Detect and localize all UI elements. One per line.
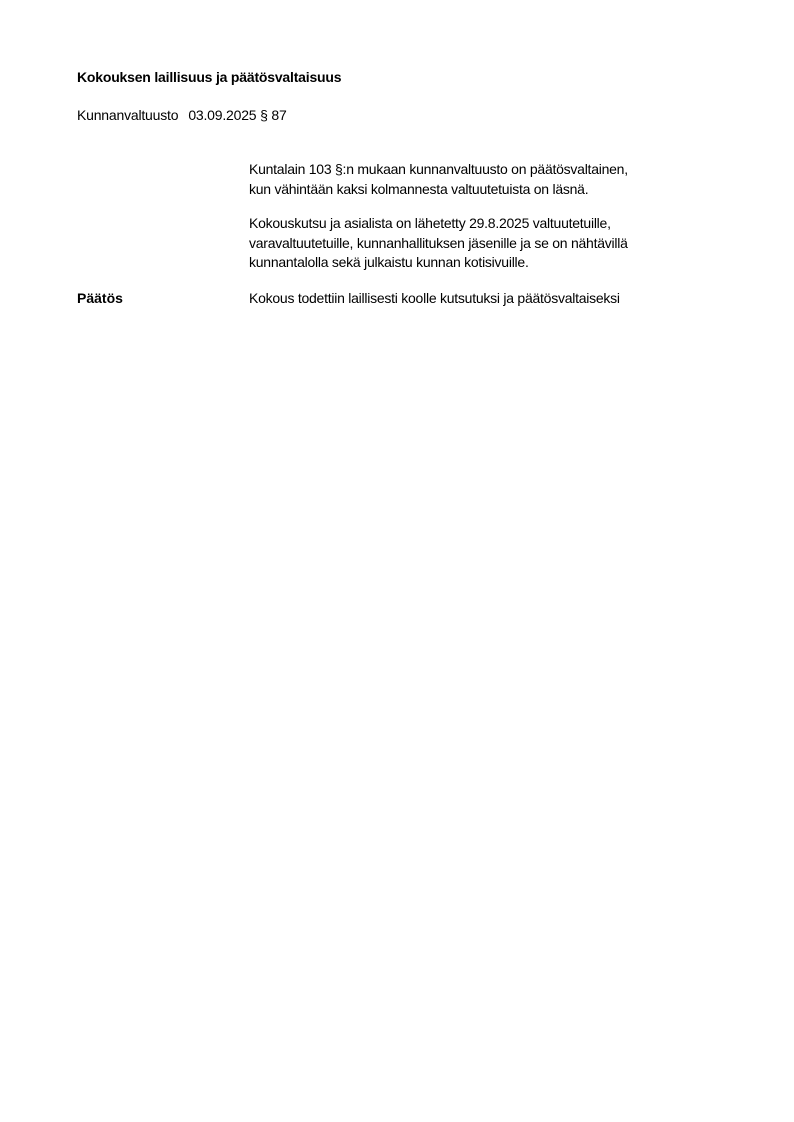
meeting-body: Kunnanvaltuusto	[77, 107, 179, 123]
meeting-reference	[77, 107, 287, 123]
paragraph-line: Kuntalain 103 §:n mukaan kunnanvaltuusto on päätösvaltainen,	[249, 161, 628, 177]
meeting-date: 03.09.2025	[188, 107, 257, 123]
decision-label: Päätös	[77, 290, 123, 306]
meeting-section: § 87	[260, 107, 287, 123]
paragraph-line: kun vähintään kaksi kolmannesta valtuutetuista on läsnä.	[249, 180, 589, 197]
decision-text: Kokous todettiin laillisesti koolle kutsutuksi ja päätösvaltaiseksi	[249, 290, 620, 306]
paragraph-line: varavaltuutetuille, kunnanhallituksen jäsenille ja se on nähtävillä	[249, 234, 628, 251]
paragraph-quorum	[249, 160, 719, 199]
paragraph-invitation	[249, 214, 719, 273]
document-title: Kokouksen laillisuus ja päätösvaltaisuus	[77, 69, 342, 85]
paragraph-line: Kokouskutsu ja asialista on lähetetty 29.8.2025 valtuutetuille,	[249, 215, 611, 231]
paragraph-line: kunnantalolla sekä julkaistu kunnan kotisivuille.	[249, 254, 529, 270]
